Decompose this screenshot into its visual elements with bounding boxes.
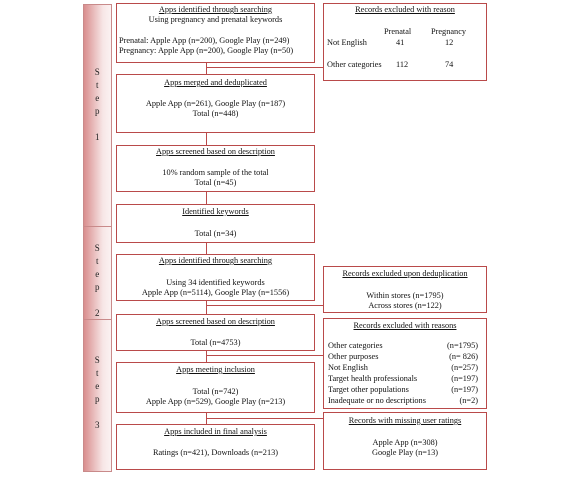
box-line: Within stores (n=1795) <box>366 291 444 300</box>
connector-v <box>206 351 207 362</box>
exclusion-row <box>328 396 482 407</box>
box-line: Google Play (n=13) <box>372 448 438 457</box>
box-line: Total (n=448) <box>192 109 239 118</box>
box-line: Total (n=34) <box>194 229 237 238</box>
box-title: Apps included in final analysis <box>164 427 267 436</box>
box-line: Apple App (n=529), Google Play (n=213) <box>145 397 286 406</box>
row-value: 112 <box>396 60 409 69</box>
apps-screened-box-1 <box>116 145 315 192</box>
box-title: Apps identified through searching <box>158 256 273 265</box>
connector-h <box>206 305 323 306</box>
connector-v <box>206 301 207 314</box>
step-1-label: S t e p 1 <box>94 67 101 142</box>
row-value: (n=1795) <box>447 341 478 350</box>
box-line: Total (n=4753) <box>190 338 241 347</box>
row-label: Other categories <box>328 341 383 350</box>
box-line: Using pregnancy and prenatal keywords <box>148 15 283 24</box>
box-title: Apps identified through searching <box>158 5 273 14</box>
box-line: Prenatal: Apple App (n=200), Google Play (n=249) <box>119 36 290 45</box>
box-line: Using 34 identified keywords <box>166 278 265 287</box>
row-label: Other categories <box>327 60 382 69</box>
exclusion-row <box>328 385 482 396</box>
row-value: 74 <box>445 60 454 69</box>
row-value: (n=257) <box>451 363 478 372</box>
exclusion-row <box>328 363 482 374</box>
box-title: Records excluded with reason <box>355 5 455 14</box>
row-label: Inadequate or no descriptions <box>328 396 426 405</box>
records-excluded-reasons-box <box>323 318 487 409</box>
row-label: Not English <box>328 363 368 372</box>
step-2-label: S t e p 2 <box>94 243 101 318</box>
apps-merged-box <box>116 74 315 133</box>
box-line: Apple App (n=261), Google Play (n=187) <box>145 99 286 108</box>
row-value: (n= 826) <box>449 352 478 361</box>
box-title: Records with missing user ratings <box>348 416 462 425</box>
column-header-prenatal: Prenatal <box>384 27 412 36</box>
row-label: Other purposes <box>328 352 379 361</box>
row-value: (n=197) <box>451 374 478 383</box>
exclusion-row <box>328 374 482 385</box>
row-value: 12 <box>445 38 454 47</box>
box-line: Total (n=45) <box>194 178 237 187</box>
exclusion-row <box>328 352 482 363</box>
box-title: Apps meeting inclusion <box>176 365 255 374</box>
records-missing-ratings-box <box>323 412 487 470</box>
box-title: Apps screened based on description <box>156 317 275 326</box>
box-line: Ratings (n=421), Downloads (n=213) <box>152 448 279 457</box>
connector-v <box>206 243 207 254</box>
row-value: (n=2) <box>459 396 478 405</box>
row-value: (n=197) <box>451 385 478 394</box>
box-title: Records excluded with reasons <box>353 321 457 330</box>
row-label: Not English <box>327 38 367 47</box>
connector-v <box>206 133 207 145</box>
box-line: Across stores (n=122) <box>368 301 442 310</box>
box-line: Pregnancy: Apple App (n=200), Google Play (n=50) <box>119 46 294 55</box>
connector-h <box>206 67 323 68</box>
apps-screened-box-2 <box>116 314 315 351</box>
identified-keywords-box <box>116 204 315 243</box>
box-title: Apps screened based on description <box>156 147 275 156</box>
records-excluded-reason-box <box>323 3 487 81</box>
connector-h <box>206 418 323 419</box>
connector-v <box>206 63 207 74</box>
exclusion-row <box>328 341 482 352</box>
records-excluded-dedup-box <box>323 266 487 313</box>
box-title: Apps merged and deduplicated <box>164 78 267 87</box>
column-header-pregnancy: Pregnancy <box>431 27 467 36</box>
connector-v <box>206 192 207 204</box>
box-line: 10% random sample of the total <box>162 168 269 177</box>
box-title: Identified keywords <box>182 207 249 216</box>
box-line: Apple App (n=308) <box>372 438 438 447</box>
step-3-label: S t e p 3 <box>94 355 101 430</box>
box-line: Apple App (n=5114), Google Play (n=1556) <box>141 288 290 297</box>
box-line: Total (n=742) <box>192 387 239 396</box>
row-label: Target other populations <box>328 385 409 394</box>
apps-identified-box-2 <box>116 254 315 301</box>
row-label: Target health professionals <box>328 374 418 383</box>
box-title: Records excluded upon deduplication <box>342 269 468 278</box>
apps-final-analysis-box <box>116 424 315 470</box>
apps-meeting-inclusion-box <box>116 362 315 413</box>
row-value: 41 <box>396 38 405 47</box>
apps-identified-box-1 <box>116 3 315 63</box>
connector-h <box>206 355 323 356</box>
